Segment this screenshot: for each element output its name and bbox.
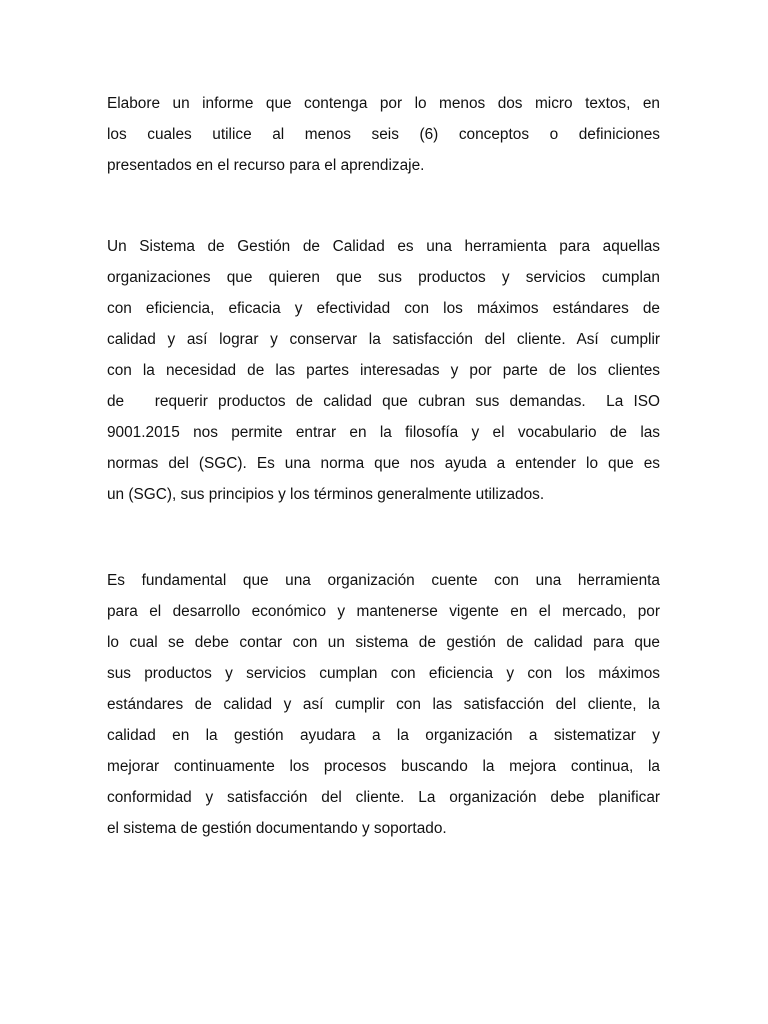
text-line: sus productos y servicios cumplan con eficiencia y con los máximos — [107, 665, 660, 682]
text-line: lo cual se debe contar con un sistema de gestión de calidad para que — [107, 634, 660, 651]
text-line: 9001.2015 nos permite entrar en la filosofía y el vocabulario de las — [107, 424, 660, 441]
text-line: con la necesidad de las partes interesadas y por parte de los clientes — [107, 362, 660, 379]
paragraph-micro-text-2 — [107, 565, 660, 844]
text-line: de requerir productos de calidad que cubran sus demandas. La ISO — [107, 393, 660, 410]
text-line: calidad y así lograr y conservar la satisfacción del cliente. Así cumplir — [107, 331, 660, 348]
paragraph-micro-text-1 — [107, 231, 660, 510]
text-line: Es fundamental que una organización cuente con una herramienta — [107, 572, 660, 589]
text-line: calidad en la gestión ayudara a la organización a sistematizar y — [107, 727, 660, 744]
text-line: con eficiencia, eficacia y efectividad con los máximos estándares de — [107, 300, 660, 317]
text-line: conformidad y satisfacción del cliente. La organización debe planificar — [107, 789, 660, 806]
text-line: el sistema de gestión documentando y soportado. — [107, 820, 447, 837]
text-line: para el desarrollo económico y mantenerse vigente en el mercado, por — [107, 603, 660, 620]
text-line: estándares de calidad y así cumplir con las satisfacción del cliente, la — [107, 696, 660, 713]
text-line: organizaciones que quieren que sus productos y servicios cumplan — [107, 269, 660, 286]
text-line: mejorar continuamente los procesos buscando la mejora continua, la — [107, 758, 660, 775]
text-line: Un Sistema de Gestión de Calidad es una herramienta para aquellas — [107, 238, 660, 255]
text-line: presentados en el recurso para el aprendizaje. — [107, 157, 425, 174]
text-line: los cuales utilice al menos seis (6) conceptos o definiciones — [107, 126, 660, 143]
text-line: normas del (SGC). Es una norma que nos ayuda a entender lo que es — [107, 455, 660, 472]
paragraph-instructions — [107, 88, 660, 181]
text-line: Elabore un informe que contenga por lo menos dos micro textos, en — [107, 95, 660, 112]
text-line: un (SGC), sus principios y los términos generalmente utilizados. — [107, 486, 545, 503]
